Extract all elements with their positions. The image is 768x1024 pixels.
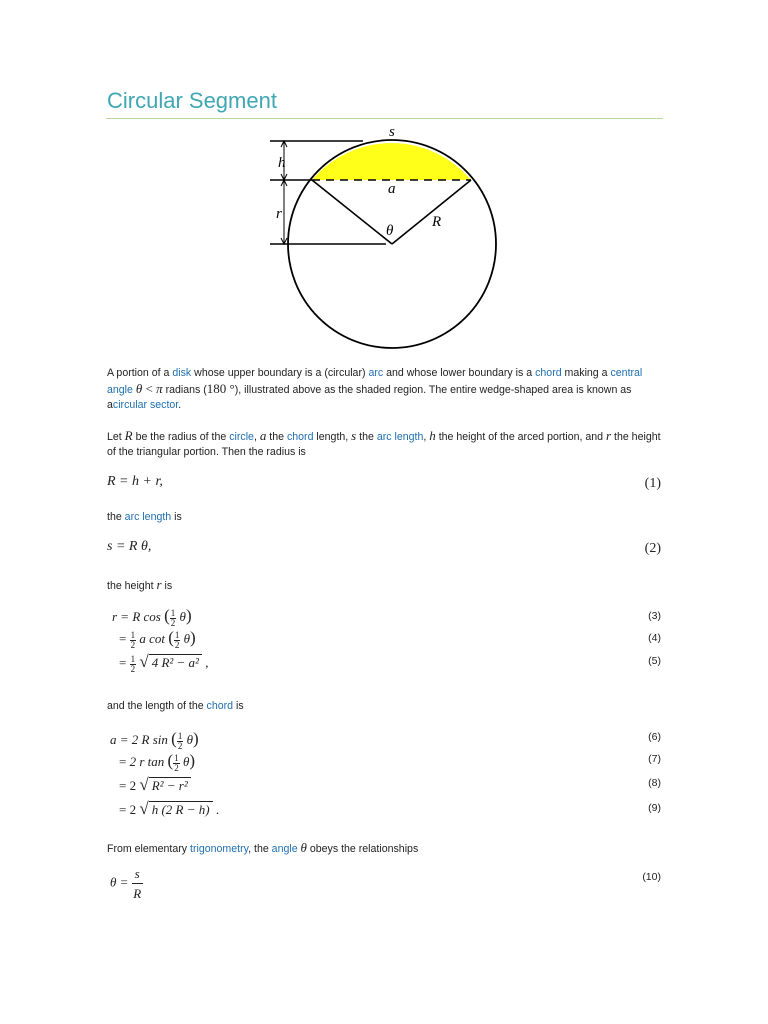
math-pi: π	[156, 381, 163, 396]
link-chord[interactable]: chord	[535, 367, 562, 379]
label-s: s	[389, 124, 395, 140]
segment-shaded-region	[312, 143, 471, 180]
equation-number-3: (3)	[648, 610, 661, 622]
link-chord[interactable]: chord	[286, 431, 314, 443]
intro-paragraph: A portion of a disk whose upper boundary is a (circular) arc and whose lower boundary is a chord making a central angle θ < π radians (180 °), illustrated above as the shaded region. The entire wedge-shaped area is known as acircular sector.	[107, 367, 643, 411]
equation-number-9: (9)	[648, 802, 661, 814]
equation-number-2: (2)	[644, 541, 661, 556]
math-theta: θ	[135, 381, 143, 396]
math-s: s	[351, 428, 357, 443]
equation-number-4: (4)	[648, 632, 661, 644]
trigonometry-paragraph: From elementary trigonometry, the angle θ obeys the relationships	[107, 840, 419, 855]
equation-7: = 2 r tan ( $\frac{1}{2}$ θ)	[119, 751, 195, 773]
label-R: R	[432, 214, 442, 230]
radius-right-line	[392, 180, 471, 244]
math-r: r	[156, 577, 162, 592]
label-a: a	[388, 181, 396, 197]
link-chord[interactable]: chord	[206, 700, 234, 712]
chord-length-paragraph: and the length of the chord is	[107, 700, 244, 712]
equation-number-10: (10)	[642, 871, 661, 883]
math-h: h	[429, 428, 436, 443]
equation-number-7: (7)	[648, 753, 661, 765]
math-less-than: <	[142, 381, 157, 396]
link-circular-sector[interactable]: circular sector	[112, 399, 179, 411]
circular-segment-diagram	[260, 120, 520, 352]
title-divider	[106, 118, 663, 119]
equation-number-1: (1)	[644, 476, 661, 491]
equation-number-8: (8)	[648, 777, 661, 789]
equation-10: θ = $\frac{s}{R}$	[110, 866, 142, 901]
link-trigonometry[interactable]: trigonometry	[190, 843, 249, 855]
link-arc-length[interactable]: arc length	[376, 431, 424, 443]
link-arc-length[interactable]: arc length	[124, 511, 172, 523]
math-R: R	[124, 428, 133, 443]
math-180-degrees: 180 °	[206, 381, 235, 396]
equation-8: = 2 √ R² − r²	[119, 775, 191, 795]
math-r: r	[606, 428, 612, 443]
equation-number-5: (5)	[648, 655, 661, 667]
equation-1: R = h + r,	[107, 474, 163, 489]
equation-6: a = 2 R sin ( $\frac{1}{2}$ θ)	[110, 729, 199, 751]
definitions-paragraph: Let R be the radius of the circle, a the chord length, s the arc length, h the height of the arced portion, and r the height of the triangular portion. Then the radius is	[107, 428, 661, 458]
equation-9: = 2 √ h (2 R − h) .	[119, 799, 220, 818]
equation-4: = $\frac{1}{2}$ a cot ( $\frac{1}{2}$ θ)	[119, 628, 196, 650]
label-theta: θ	[386, 223, 394, 239]
link-disk[interactable]: disk	[172, 367, 192, 379]
page-title: Circular Segment	[107, 88, 277, 113]
arc-length-paragraph: the arc length is	[107, 511, 182, 523]
math-theta: θ	[300, 840, 307, 855]
math-a: a	[259, 428, 267, 443]
label-r: r	[276, 206, 282, 222]
equation-5: = $\frac{1}{2}$ √ 4 R² − a² ,	[119, 652, 209, 674]
link-angle[interactable]: angle	[271, 843, 298, 855]
link-circle[interactable]: circle	[229, 431, 254, 443]
link-central-angle[interactable]: central angle	[107, 367, 643, 396]
radius-left-line	[312, 180, 392, 244]
equation-number-6: (6)	[648, 731, 661, 743]
link-arc[interactable]: arc	[368, 367, 384, 379]
label-h: h	[278, 155, 286, 171]
equation-2: s = R θ,	[107, 539, 152, 554]
equation-3: r = R cos ( $\frac{1}{2}$ θ)	[112, 606, 192, 628]
height-r-paragraph: the height r is	[107, 577, 173, 592]
